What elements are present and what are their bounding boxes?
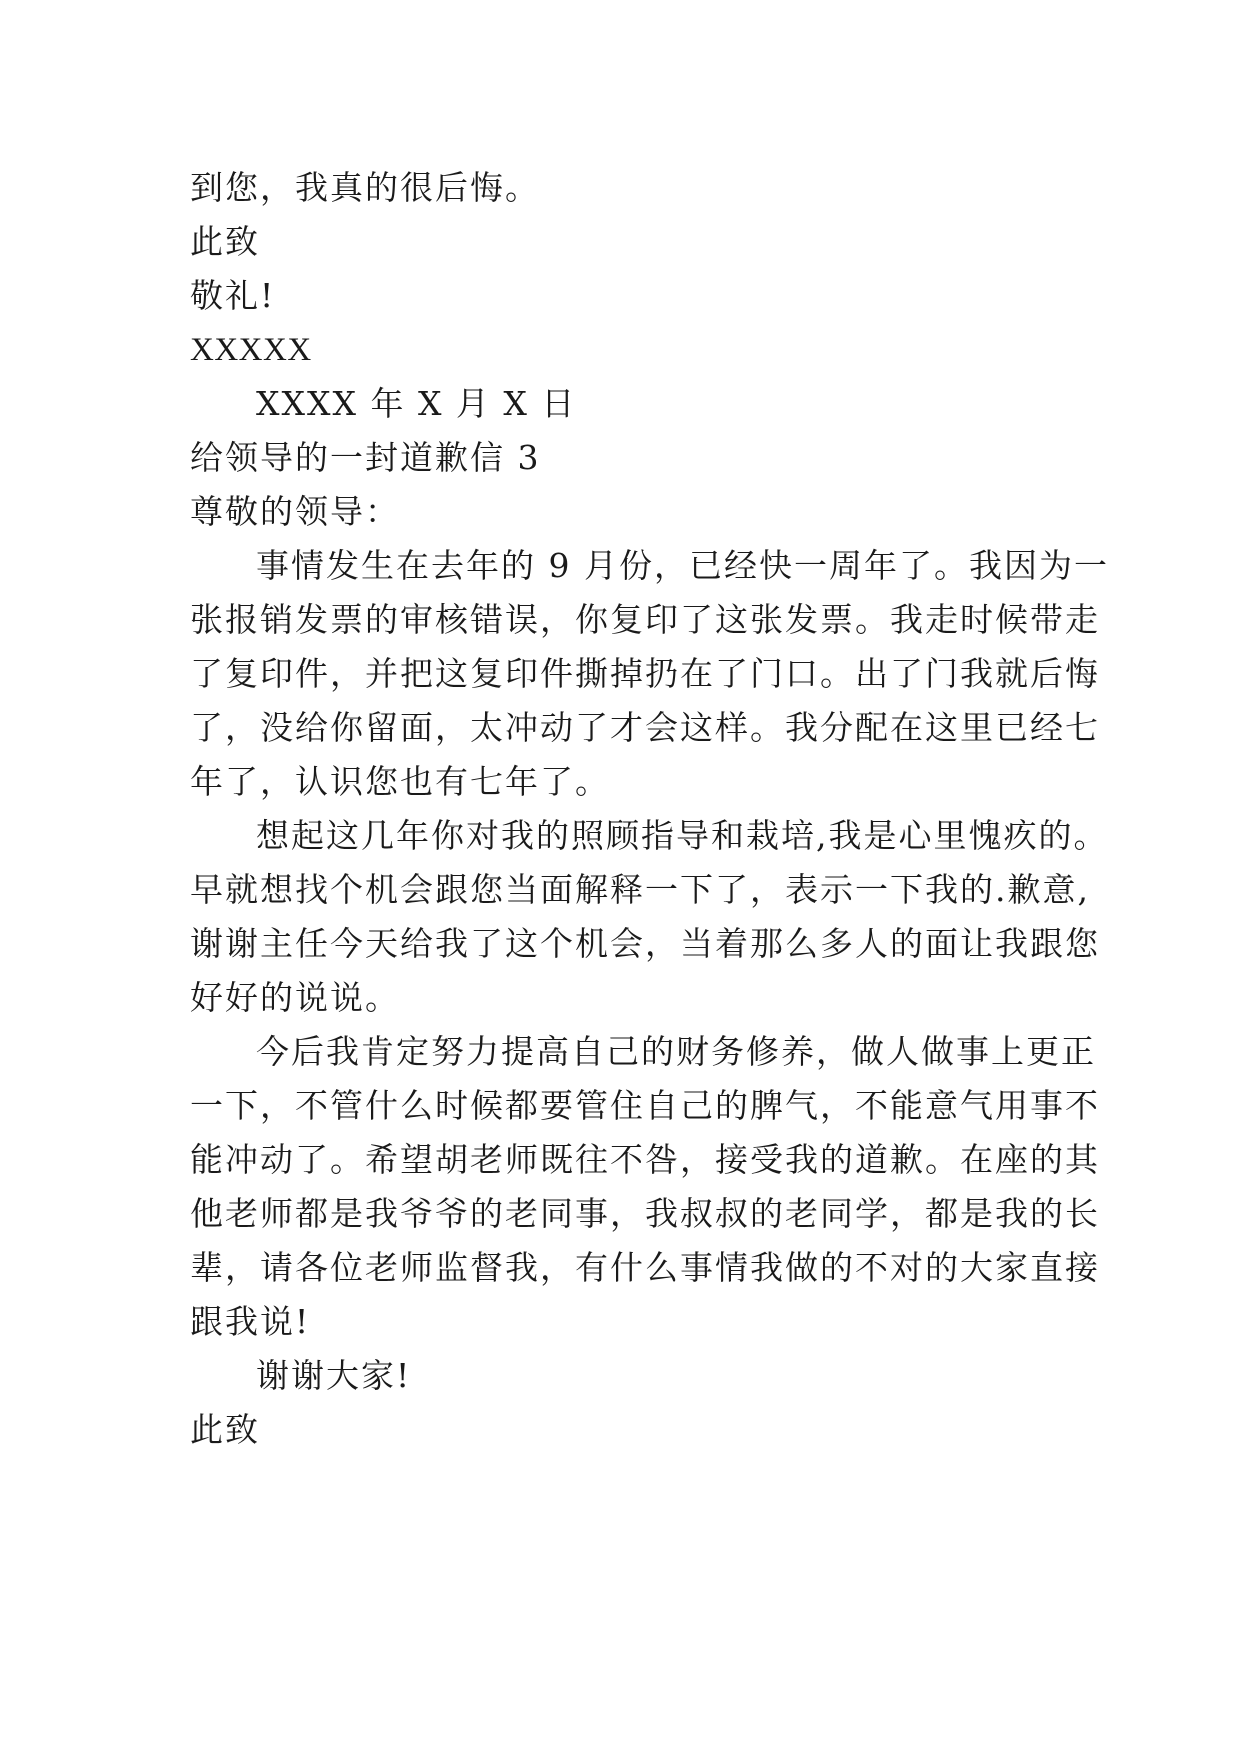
paragraph-1-line: 张报销发票的审核错误，你复印了这张发票。我走时候带走 <box>190 600 1100 639</box>
paragraph-2-line: 好好的说说。 <box>190 978 400 1017</box>
letter-title: 给领导的一封道歉信 3 <box>190 438 541 477</box>
paragraph-1-line: 事情发生在去年的 9 月份，已经快一周年了。我因为一 <box>256 546 1109 585</box>
paragraph-2-line: 想起这几年你对我的照顾指导和栽培,我是心里愧疚的。 <box>256 816 1109 855</box>
paragraph-1-line: 年了，认识您也有七年了。 <box>190 762 610 801</box>
salutation-jingli: 敬礼! <box>190 276 276 315</box>
paragraph-1-line: 了，没给你留面，太冲动了才会这样。我分配在这里已经七 <box>190 708 1100 747</box>
signature-name: XXXXX <box>190 332 312 368</box>
signature-date: XXXX 年 X 月 X 日 <box>256 384 577 423</box>
letter-greeting: 尊敬的领导： <box>190 492 400 531</box>
paragraph-2-line: 谢谢主任今天给我了这个机会，当着那么多人的面让我跟您 <box>190 924 1100 963</box>
paragraph-1-line: 了复印件，并把这复印件撕掉扔在了门口。出了门我就后悔 <box>190 654 1100 693</box>
salutation-cizhi: 此致 <box>190 222 260 261</box>
paragraph-3-line: 他老师都是我爷爷的老同事，我叔叔的老同学，都是我的长 <box>190 1194 1100 1233</box>
closing-line: 到您，我真的很后悔。 <box>190 168 540 207</box>
paragraph-3-line: 一下，不管什么时候都要管住自己的脾气，不能意气用事不 <box>190 1086 1100 1125</box>
paragraph-2-line: 早就想找个机会跟您当面解释一下了，表示一下我的.歉意, <box>190 870 1090 909</box>
paragraph-3-line: 今后我肯定努力提高自己的财务修养，做人做事上更正 <box>256 1032 1096 1071</box>
paragraph-3-line: 辈，请各位老师监督我，有什么事情我做的不对的大家直接 <box>190 1248 1100 1287</box>
paragraph-3-line: 跟我说! <box>190 1302 311 1341</box>
salutation-cizhi-2: 此致 <box>190 1410 260 1449</box>
thanks-line: 谢谢大家! <box>256 1356 412 1395</box>
paragraph-3-line: 能冲动了。希望胡老师既往不咎，接受我的道歉。在座的其 <box>190 1140 1100 1179</box>
